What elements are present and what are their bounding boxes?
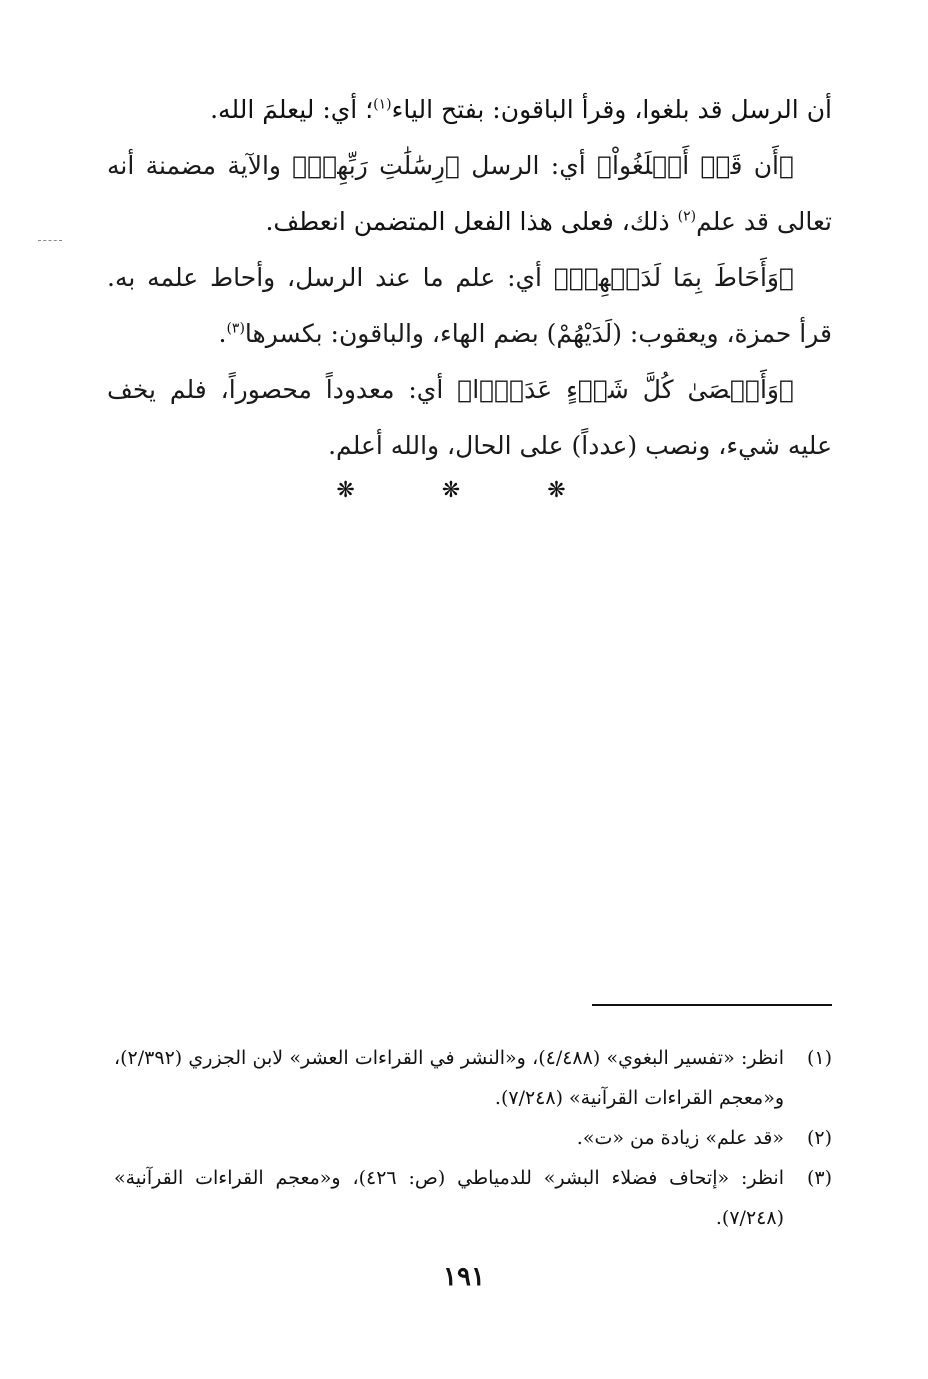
paragraph-2-text: ﴿أَن قَدۡ أَبۡلَغُواْ﴾ أي: الرسل ﴿رِسَٰلَٰتِ رَبِّهِمۡ﴾ والآية مضمنة أنه تعالى قد علم (107, 151, 832, 236)
margin-mark (38, 240, 62, 241)
footnote-ref-3: (٣) (226, 320, 245, 337)
footnote-3 (114, 1158, 832, 1238)
paragraph-1-end: ؛ أي: ليعلمَ الله. (210, 95, 374, 124)
footnote-text: انظر: «إتحاف فضلاء البشر» للدمياطي (ص: ٤٢٦)، و«معجم القراءات القرآنية» (٧/٢٤٨). (114, 1167, 784, 1229)
star-ornament-icon: ❋ (547, 478, 592, 503)
footnote-ref-1: (١) (373, 96, 392, 113)
paragraph-4 (107, 362, 832, 474)
paragraph-1 (107, 82, 832, 138)
star-ornament-icon: ❋ (441, 478, 487, 503)
section-separator (0, 478, 928, 503)
footnote-number: (٢) (806, 1127, 832, 1149)
footnotes (114, 1038, 832, 1238)
paragraph-1-text: أن الرسل قد بلغوا، وقرأ الباقون: بفتح الياء (391, 95, 832, 124)
footnote-divider (592, 1004, 832, 1006)
paragraph-3 (107, 250, 832, 362)
footnote-2 (114, 1118, 832, 1158)
footnote-1 (114, 1038, 832, 1118)
main-text (107, 82, 832, 474)
paragraph-3-text: ﴿وَأَحَاطَ بِمَا لَدَيۡهِمۡ﴾ أي: علم ما عند الرسل، وأحاط علمه به. قرأ حمزة، ويعقوب: (لَدَيْهُمْ) بضم الهاء، والباقون: بكسرها (107, 263, 832, 348)
paragraph-4-text: ﴿وَأَحۡصَىٰ كُلَّ شَيۡءٍ عَدَدَۢا﴾ أي: معدوداً محصوراً، فلم يخف عليه شيء، ونصب (عدداً) على الحال، والله أعلم. (107, 375, 832, 460)
star-ornament-icon: ❋ (336, 478, 381, 503)
page-number: ١٩١ (443, 1262, 485, 1292)
footnote-ref-2: (٢) (677, 208, 697, 225)
paragraph-3-end: . (218, 319, 227, 348)
footnote-text: «قد علم» زيادة من «ت». (576, 1127, 784, 1149)
footnote-text: انظر: «تفسير البغوي» (٤/٤٨٨)، و«النشر في القراءات العشر» لابن الجزري (٢/٣٩٢)، و«معجم القراءات القرآنية» (٧/٢٤٨). (114, 1047, 784, 1109)
footnote-number: (٣) (806, 1167, 832, 1189)
paragraph-2-end: ذلك، فعلى هذا الفعل المتضمن انعطف. (265, 207, 678, 236)
footnote-number: (١) (806, 1047, 832, 1069)
paragraph-2 (107, 138, 832, 250)
